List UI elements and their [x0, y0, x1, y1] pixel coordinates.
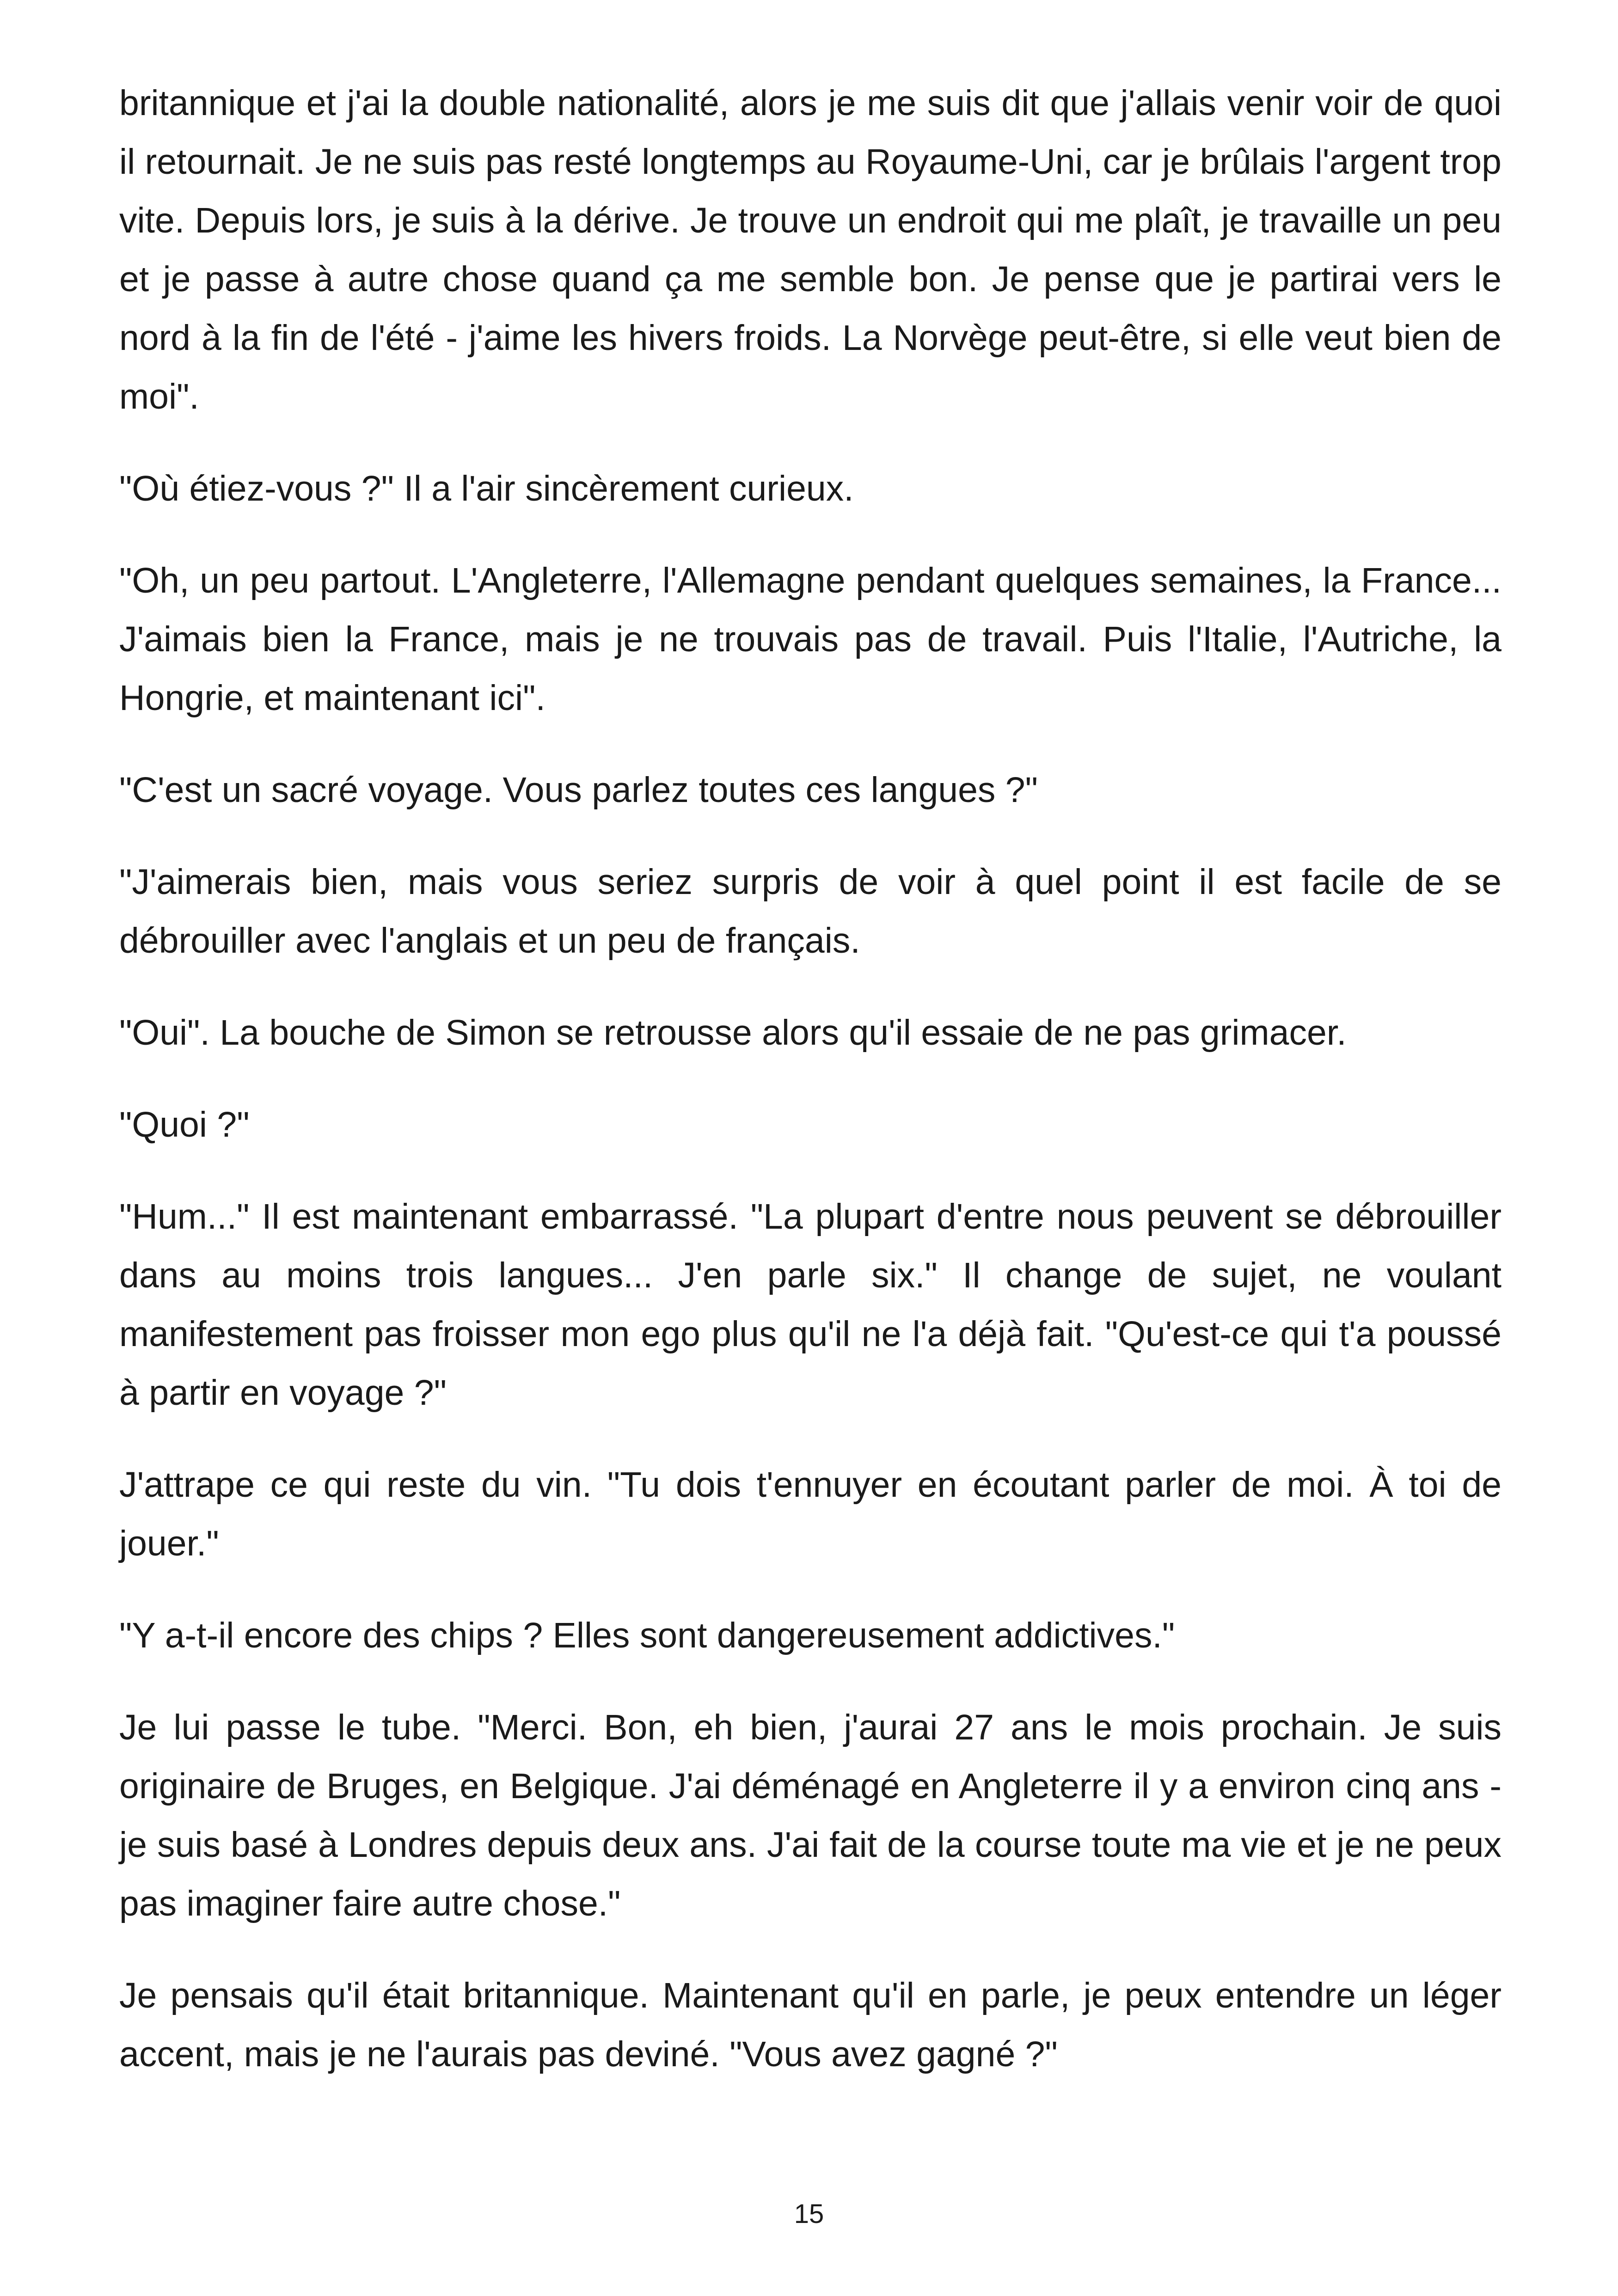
paragraph: "Hum..." Il est maintenant embarrassé. "La plupart d'entre nous peuvent se débrouiller dans au moins trois langues... J'en parle six." Il change de sujet, ne voulant manifestement pas froisser mon ego plus qu'il ne l'a déjà fait. "Qu'est-ce qui t'a poussé à partir en voyage ?"	[119, 1197, 1502, 1413]
paragraph: J'attrape ce qui reste du vin. "Tu dois t'ennuyer en écoutant parler de moi. À toi de jouer."	[119, 1465, 1502, 1563]
paragraph: "C'est un sacré voyage. Vous parlez toutes ces langues ?"	[119, 770, 1038, 810]
paragraph: "Quoi ?"	[119, 1105, 250, 1145]
paragraph: "Y a-t-il encore des chips ? Elles sont dangereusement addictives."	[119, 1616, 1175, 1655]
paragraph: Je pensais qu'il était britannique. Maintenant qu'il en parle, je peux entendre un léger accent, mais je ne l'aurais pas deviné. "Vous avez gagné ?"	[119, 1976, 1502, 2074]
paragraph: "Oh, un peu partout. L'Angleterre, l'Allemagne pendant quelques semaines, la France... J'aimais bien la France, mais je ne trouvais pas de travail. Puis l'Italie, l'Autriche, la Hongrie, et maintenant ici".	[119, 561, 1502, 718]
paragraph: "Où étiez-vous ?" Il a l'air sincèrement curieux.	[119, 469, 854, 508]
paragraph: Je lui passe le tube. "Merci. Bon, eh bien, j'aurai 27 ans le mois prochain. Je suis originaire de Bruges, en Belgique. J'ai déménagé en Angleterre il y a environ cinq ans - je suis basé à Londres depuis deux ans. J'ai fait de la course toute ma vie et je ne peux pas imaginer faire autre chose."	[119, 1708, 1502, 1923]
paragraph: "Oui". La bouche de Simon se retrousse alors qu'il essaie de ne pas grimacer.	[119, 1013, 1347, 1053]
paragraph: "J'aimerais bien, mais vous seriez surpris de voir à quel point il est facile de se débrouiller avec l'anglais et un peu de français.	[119, 862, 1502, 961]
text-body	[119, 74, 1502, 2117]
paragraph: britannique et j'ai la double nationalité, alors je me suis dit que j'allais venir voir de quoi il retournait. Je ne suis pas resté longtemps au Royaume-Uni, car je brûlais l'argent trop vite. Depuis lors, je suis à la dérive. Je trouve un endroit qui me plaît, je travaille un peu et je passe à autre chose quand ça me semble bon. Je pense que je partirai vers le nord à la fin de l'été - j'aime les hivers froids. La Norvège peut-être, si elle veut bien de moi".	[119, 83, 1502, 416]
page-number: 15	[794, 2199, 824, 2229]
